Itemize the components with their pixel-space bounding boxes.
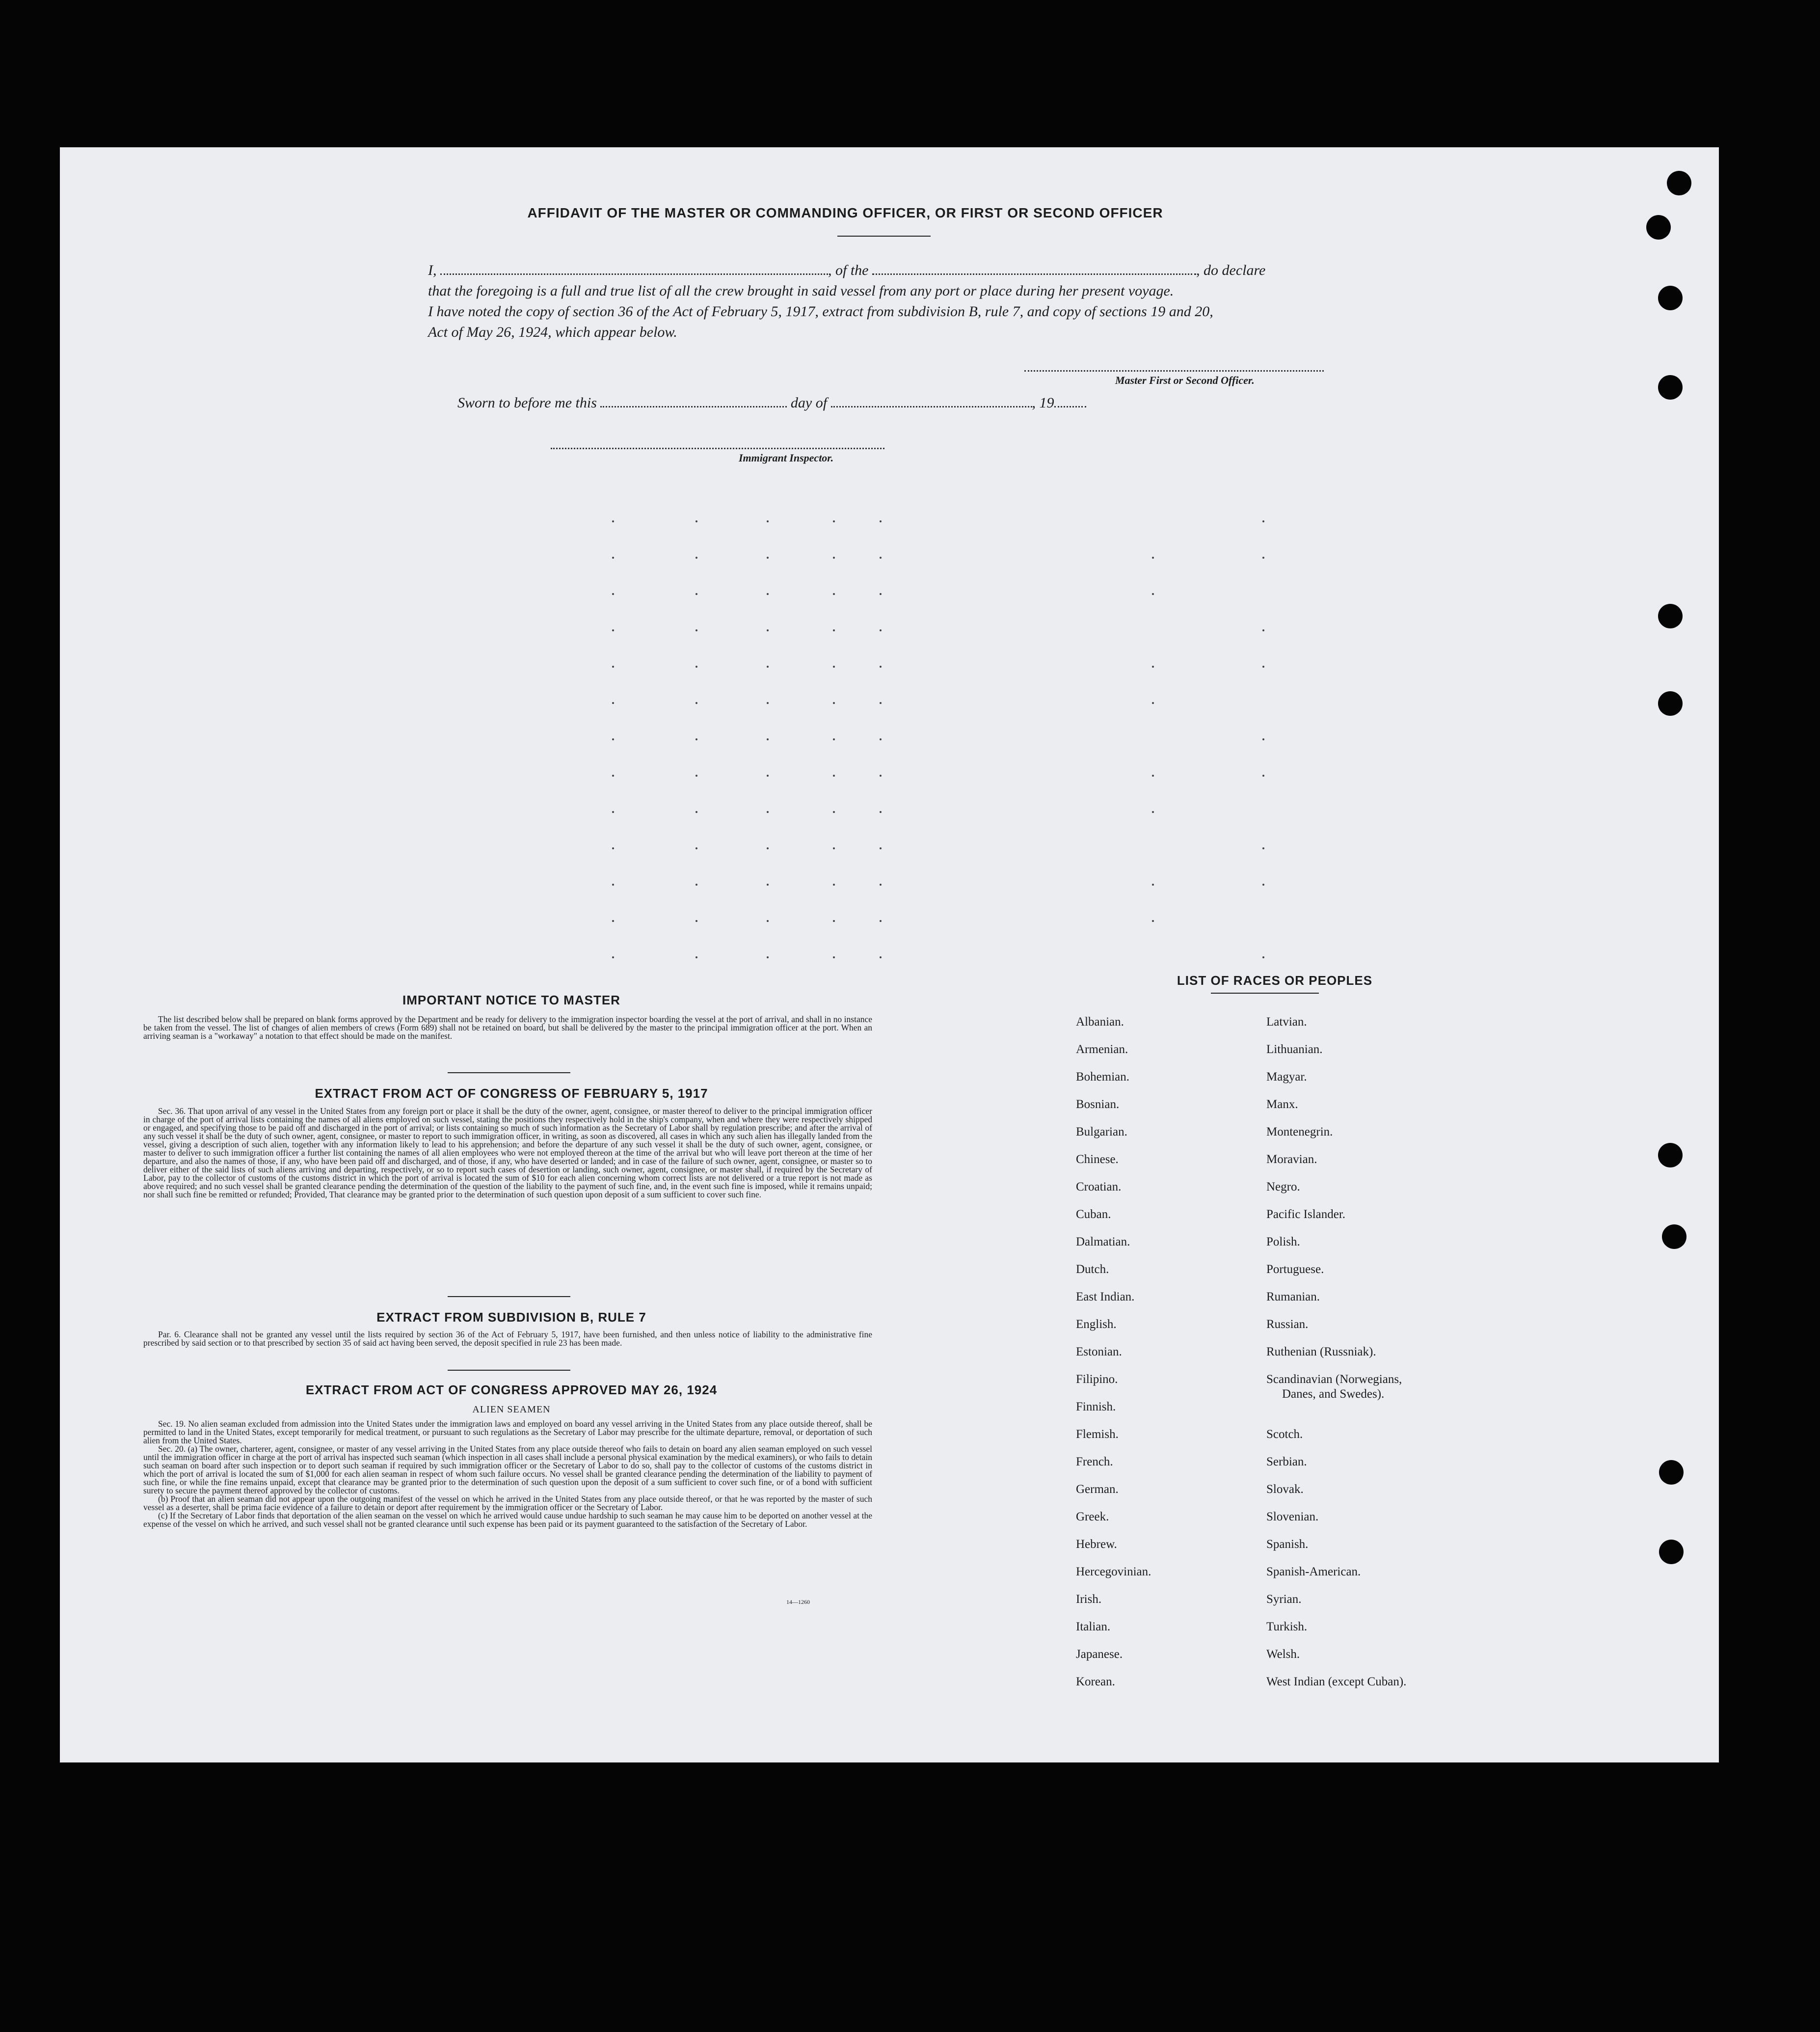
race-item: Japanese. — [1076, 1648, 1123, 1661]
race-item: Danes, and Swedes). — [1282, 1387, 1385, 1401]
section-19: Sec. 19. No alien seaman excluded from admission into the United States under the immigration laws and employed on board any vessel arriving in the United States from any place outside thereof, shall be permitted to land in the United States, except temporarily for medical treatment, or pursuant to such regulations as the Secretary of Labor may prescribe for the ultimate departure, removal, or deportation of such alien from the United States. — [143, 1419, 872, 1445]
bleed-dot — [880, 884, 882, 886]
affidavit-line-4: Act of May 26, 1924, which appear below. — [428, 324, 677, 340]
race-item: Dutch. — [1076, 1263, 1109, 1276]
bleed-dot — [612, 629, 614, 631]
master-caption: Master First or Second Officer. — [1115, 374, 1255, 386]
race-item: Irish. — [1076, 1593, 1102, 1606]
race-item: East Indian. — [1076, 1290, 1135, 1303]
affidavit-line-3: I have noted the copy of section 36 of the Act of February 5, 1917, extract from subdivision B, rule 7, and copy of sections 19 and 20, — [428, 303, 1213, 320]
bleed-dot — [1262, 520, 1264, 522]
bleed-dot — [833, 884, 835, 886]
bleed-dot — [767, 557, 769, 559]
punch-hole — [1659, 1460, 1684, 1485]
extract-1924-body — [143, 1420, 872, 1528]
bleed-dot — [833, 702, 835, 704]
bleed-dot — [1262, 775, 1264, 777]
affidavit-of-the: , of the — [828, 262, 869, 278]
bleed-dot — [767, 520, 769, 522]
bleed-dot — [612, 520, 614, 522]
bleed-dot — [767, 956, 769, 958]
bleed-dot — [612, 593, 614, 595]
race-item: Hebrew. — [1076, 1538, 1117, 1551]
race-item: Serbian. — [1266, 1455, 1307, 1468]
race-item: English. — [1076, 1318, 1117, 1331]
bleed-dot — [1152, 884, 1154, 886]
bleed-dot — [833, 775, 835, 777]
document-page — [60, 147, 1719, 1762]
bleed-dot — [612, 557, 614, 559]
bleed-dot — [767, 811, 769, 813]
race-item: Turkish. — [1266, 1620, 1308, 1633]
sworn-day-blank[interactable] — [600, 406, 787, 407]
bleed-dot — [696, 811, 697, 813]
rule7-title: EXTRACT FROM SUBDIVISION B, RULE 7 — [376, 1310, 646, 1325]
race-item: German. — [1076, 1483, 1119, 1496]
race-item: Ruthenian (Russniak). — [1266, 1345, 1376, 1358]
race-item: Slovak. — [1266, 1483, 1304, 1496]
bleed-dot — [1262, 738, 1264, 740]
bleed-dot — [767, 593, 769, 595]
bleed-dot — [696, 520, 697, 522]
sworn-year-blank[interactable] — [1054, 406, 1086, 407]
bleed-dot — [880, 702, 882, 704]
race-item: Filipino. — [1076, 1373, 1118, 1386]
bleed-dot — [696, 920, 697, 922]
affidavit-line-1 — [428, 260, 1380, 281]
bleed-dot — [696, 666, 697, 668]
race-item: Russian. — [1266, 1318, 1309, 1331]
bleed-dot — [880, 775, 882, 777]
bleed-dot — [696, 702, 697, 704]
race-item: Montenegrin. — [1266, 1125, 1333, 1138]
bleed-dot — [612, 847, 614, 849]
bleed-dot — [880, 593, 882, 595]
affidavit-title: AFFIDAVIT OF THE MASTER OR COMMANDING OFFICER, OR FIRST OR SECOND OFFICER — [527, 205, 1163, 220]
bleed-dot — [612, 884, 614, 886]
race-item: Syrian. — [1266, 1593, 1302, 1606]
race-item: Portuguese. — [1266, 1263, 1324, 1276]
vessel-blank[interactable] — [872, 273, 1196, 275]
bleed-dot — [767, 702, 769, 704]
punch-hole — [1659, 1540, 1684, 1564]
sworn-month-blank[interactable] — [831, 406, 1032, 407]
day-of-text: day of — [790, 395, 828, 411]
bleed-dot — [1152, 666, 1154, 668]
bleed-dot — [767, 847, 769, 849]
bleed-dot — [696, 956, 697, 958]
bleed-dot — [767, 666, 769, 668]
bleed-dot — [880, 666, 882, 668]
bleed-dot — [833, 593, 835, 595]
races-title: LIST OF RACES OR PEOPLES — [1177, 973, 1373, 988]
race-item: Dalmatian. — [1076, 1235, 1130, 1248]
section-20b: (b) Proof that an alien seaman did not appear upon the outgoing manifest of the vessel on which he arrived in the United States from any place outside thereof, or that he was reported by the master of such vessel as a deserter, shall be prima facie evidence of a failure to detain or deport after requirement by the immigration officer or the Secretary of Labor. — [143, 1494, 872, 1512]
bleed-dot — [612, 702, 614, 704]
sworn-line — [457, 393, 1145, 413]
affidavit-text — [428, 260, 1380, 343]
race-item: Slovenian. — [1266, 1510, 1319, 1523]
bleed-dot — [1152, 593, 1154, 595]
sworn-text: Sworn to before me this — [457, 395, 597, 411]
bleed-dot — [880, 738, 882, 740]
bleed-dot — [1152, 920, 1154, 922]
punch-hole — [1667, 171, 1691, 195]
bleed-dot — [1262, 847, 1264, 849]
race-item: Manx. — [1266, 1098, 1298, 1111]
bleed-dot — [612, 920, 614, 922]
race-item: French. — [1076, 1455, 1113, 1468]
inspector-signature-line[interactable] — [551, 448, 884, 449]
race-item: Pacific Islander. — [1266, 1208, 1346, 1221]
punch-hole — [1646, 215, 1671, 240]
race-item: Armenian. — [1076, 1043, 1128, 1056]
bleed-dot — [1262, 666, 1264, 668]
race-item: Moravian. — [1266, 1153, 1317, 1166]
race-item: Korean. — [1076, 1675, 1115, 1688]
bleed-dot — [696, 593, 697, 595]
bleed-dot — [833, 738, 835, 740]
extract-1917-title: EXTRACT FROM ACT OF CONGRESS OF FEBRUARY 5, 1917 — [315, 1086, 708, 1101]
bleed-dot — [880, 520, 882, 522]
race-item: Flemish. — [1076, 1428, 1119, 1441]
bleed-dot — [1152, 557, 1154, 559]
bleed-dot — [767, 738, 769, 740]
races-divider — [1211, 993, 1319, 994]
bleed-dot — [880, 847, 882, 849]
bleed-dot — [1262, 884, 1264, 886]
race-item: Hercegovinian. — [1076, 1565, 1151, 1578]
rule7-body: Par. 6. Clearance shall not be granted any vessel until the lists required by section 36 of the Act of February 5, 1917, have been furnished, and then unless notice of liability to the administrative fine prescribed by said section or to that prescribed by section 35 of said act having been served, the deposit specified in rule 23 has been made. — [143, 1329, 872, 1348]
race-item: Italian. — [1076, 1620, 1111, 1633]
race-item: Welsh. — [1266, 1648, 1300, 1661]
bleed-dot — [833, 520, 835, 522]
section-20c: (c) If the Secretary of Labor finds that deportation of the alien seaman on the vessel on which he arrived would cause undue hardship to such seaman he may cause him to be deported on another vessel at the expense of the vessel on which he arrived, and such vessel shall not be granted clearance until such expense has been paid or its payment guaranteed to the satisfaction of the Secretary of Labor. — [143, 1511, 872, 1529]
notice-divider — [448, 1072, 570, 1073]
affidavit-line-2: that the foregoing is a full and true list of all the crew brought in said vessel from any port or place during her present voyage. — [428, 283, 1174, 299]
punch-hole — [1658, 286, 1683, 310]
race-item: Negro. — [1266, 1180, 1300, 1193]
affidavit-i: I, — [428, 262, 437, 278]
bleed-dot — [612, 775, 614, 777]
bleed-dot — [696, 847, 697, 849]
race-item: Scotch. — [1266, 1428, 1303, 1441]
race-item: Cuban. — [1076, 1208, 1111, 1221]
bleed-dot — [1262, 956, 1264, 958]
race-item: Estonian. — [1076, 1345, 1122, 1358]
bleed-dot — [696, 557, 697, 559]
race-item: Polish. — [1266, 1235, 1300, 1248]
race-item: West Indian (except Cuban). — [1266, 1675, 1407, 1688]
race-item: Lithuanian. — [1266, 1043, 1323, 1056]
race-item: Spanish. — [1266, 1538, 1309, 1551]
alien-seamen-subtitle: ALIEN SEAMEN — [472, 1404, 551, 1415]
bleed-dot — [833, 920, 835, 922]
extract-1917-divider — [448, 1296, 570, 1297]
bleed-dot — [696, 629, 697, 631]
bleed-dot — [612, 666, 614, 668]
bleed-dot — [833, 666, 835, 668]
form-number: 14—1260 — [786, 1599, 810, 1605]
race-item: Latvian. — [1266, 1015, 1307, 1029]
section-20a: Sec. 20. (a) The owner, charterer, agent, consignee, or master of any vessel arriving in the United States from any place outside thereof who fails to detain on board any alien seaman employed on such vessel until the immigration officer in charge at the port of arrival has inspected such seaman (which inspection in all cases shall include a personal physical examination by the medical examiners), or who fails to detain such seaman on board after such inspection or to deport such seaman if required by such immigration officer or the Secretary of Labor to do so, shall pay to the collector of customs of the customs district in which the port of arrival is located the sum of $1,000 for each alien seaman in respect of whom such failure occurs. No vessel shall be granted clearance pending the determination of the liability to payment of such fine, or while the fine remains unpaid, except that clearance may be granted prior to the determination of such question upon the deposit of a sum sufficient to cover such fine, or of a bond with sufficient surety to secure the payment thereof approved by the collector of customs. — [143, 1444, 872, 1495]
race-item: Scandinavian (Norwegians, — [1266, 1373, 1402, 1386]
bleed-dot — [1262, 557, 1264, 559]
race-item: Chinese. — [1076, 1153, 1119, 1166]
bleed-dot — [880, 956, 882, 958]
bleed-dot — [612, 956, 614, 958]
notice-title: IMPORTANT NOTICE TO MASTER — [402, 993, 620, 1007]
bleed-dot — [880, 557, 882, 559]
bleed-dot — [1152, 702, 1154, 704]
bleed-dot — [696, 775, 697, 777]
extract-1924-title: EXTRACT FROM ACT OF CONGRESS APPROVED MAY 26, 1924 — [305, 1382, 718, 1397]
race-item: Albanian. — [1076, 1015, 1124, 1029]
race-item: Bosnian. — [1076, 1098, 1120, 1111]
year-prefix: , 19 — [1032, 395, 1054, 411]
bleed-dot — [696, 884, 697, 886]
bleed-dot — [1262, 629, 1264, 631]
race-item: Finnish. — [1076, 1400, 1116, 1413]
punch-hole — [1658, 375, 1683, 400]
bleed-dot — [833, 847, 835, 849]
bleed-dot — [767, 884, 769, 886]
punch-hole — [1658, 691, 1683, 716]
race-item: Bohemian. — [1076, 1070, 1130, 1084]
bleed-dot — [833, 629, 835, 631]
race-item: Greek. — [1076, 1510, 1109, 1523]
bleed-dot — [612, 811, 614, 813]
punch-hole — [1662, 1224, 1686, 1249]
race-item: Magyar. — [1266, 1070, 1307, 1084]
rule7-divider — [448, 1370, 570, 1371]
bleed-dot — [880, 920, 882, 922]
race-item: Rumanian. — [1266, 1290, 1320, 1303]
bleed-dot — [767, 629, 769, 631]
bleed-dot — [880, 629, 882, 631]
punch-hole — [1658, 1143, 1683, 1167]
race-item: Bulgarian. — [1076, 1125, 1127, 1138]
notice-body: The list described below shall be prepared on blank forms approved by the Department and be ready for delivery to the immigration inspector boarding the vessel at the port of arrival, and shall in no instance be taken from the vessel. The list of changes of alien members of crews (Form 689) shall not be retained on board, but shall be delivered by the master to the principal immigration officer at the port. When an arriving seaman is a "workaway" a notation to that effect should be made on the manifest. — [143, 1014, 872, 1041]
bleed-dot — [880, 811, 882, 813]
bleed-dot — [1152, 811, 1154, 813]
bleed-dot — [833, 956, 835, 958]
punch-hole — [1658, 604, 1683, 628]
race-item: Spanish-American. — [1266, 1565, 1361, 1578]
race-item: Croatian. — [1076, 1180, 1122, 1193]
bleed-dot — [767, 920, 769, 922]
bleed-dot — [1152, 775, 1154, 777]
bleed-dot — [696, 738, 697, 740]
master-signature-line[interactable] — [1024, 370, 1324, 372]
bleed-dot — [833, 811, 835, 813]
name-blank[interactable] — [440, 273, 828, 275]
extract-1917-body: Sec. 36. That upon arrival of any vessel in the United States from any foreign port or place it shall be the duty of the owner, agent, consignee, or master thereof to deliver to the principal immigration officer in charge of the port of arrival lists containing the names of all aliens employed on such vessel, stating the positions they respectively hold in the ship's company, when and where they were respectively shipped or engaged, and specifying those to be paid off and discharged in the port of arrival; or lists containing so much of such information as the Secretary of Labor shall by regulation prescribe; and after the arrival of any such vessel it shall be the duty of such owner, agent, consignee, or master to report to such immigration officer, in writing, as soon as discovered, all cases in which any such alien has illegally landed from the vessel, giving a description of such alien, together with any information likely to lead to his apprehension; and before the departure of any such vessel it shall be the duty of such owner, agent, consignee, or master to deliver to such immigration officer a further list containing the names of all alien employees who were not employed thereon at the time of the arrival but who will leave port thereon at the time of her departure, and also the names of those, if any, who have been paid off and discharged, and of those, if any, who have deserted or landed; and in case of the failure of such owner, agent, consignee, or master so to deliver either of the said lists of such aliens arriving and departing, respectively, or so to report such cases of desertion or landing, such owner, agent, consignee, or master shall, if required by the Secretary of Labor, pay to the collector of customs of the customs district in which the port of arrival is located the sum of $10 for each alien concerning whom correct lists are not delivered or a true report is not made as above required; and no such vessel shall be granted clearance pending the determination of the question of the liability to the payment of such fine, and, in the event such fine is imposed, while it remains unpaid; nor shall such fine be remitted or refunded; Provided, That clearance may be granted prior to the determination of such question upon deposit of a sum sufficient to cover such fine. — [143, 1106, 872, 1199]
bleed-dot — [767, 775, 769, 777]
inspector-caption: Immigrant Inspector. — [739, 452, 834, 464]
bleed-dot — [612, 738, 614, 740]
bleed-dot — [833, 557, 835, 559]
title-divider — [837, 236, 931, 237]
affidavit-do-declare: , do declare — [1196, 262, 1266, 278]
